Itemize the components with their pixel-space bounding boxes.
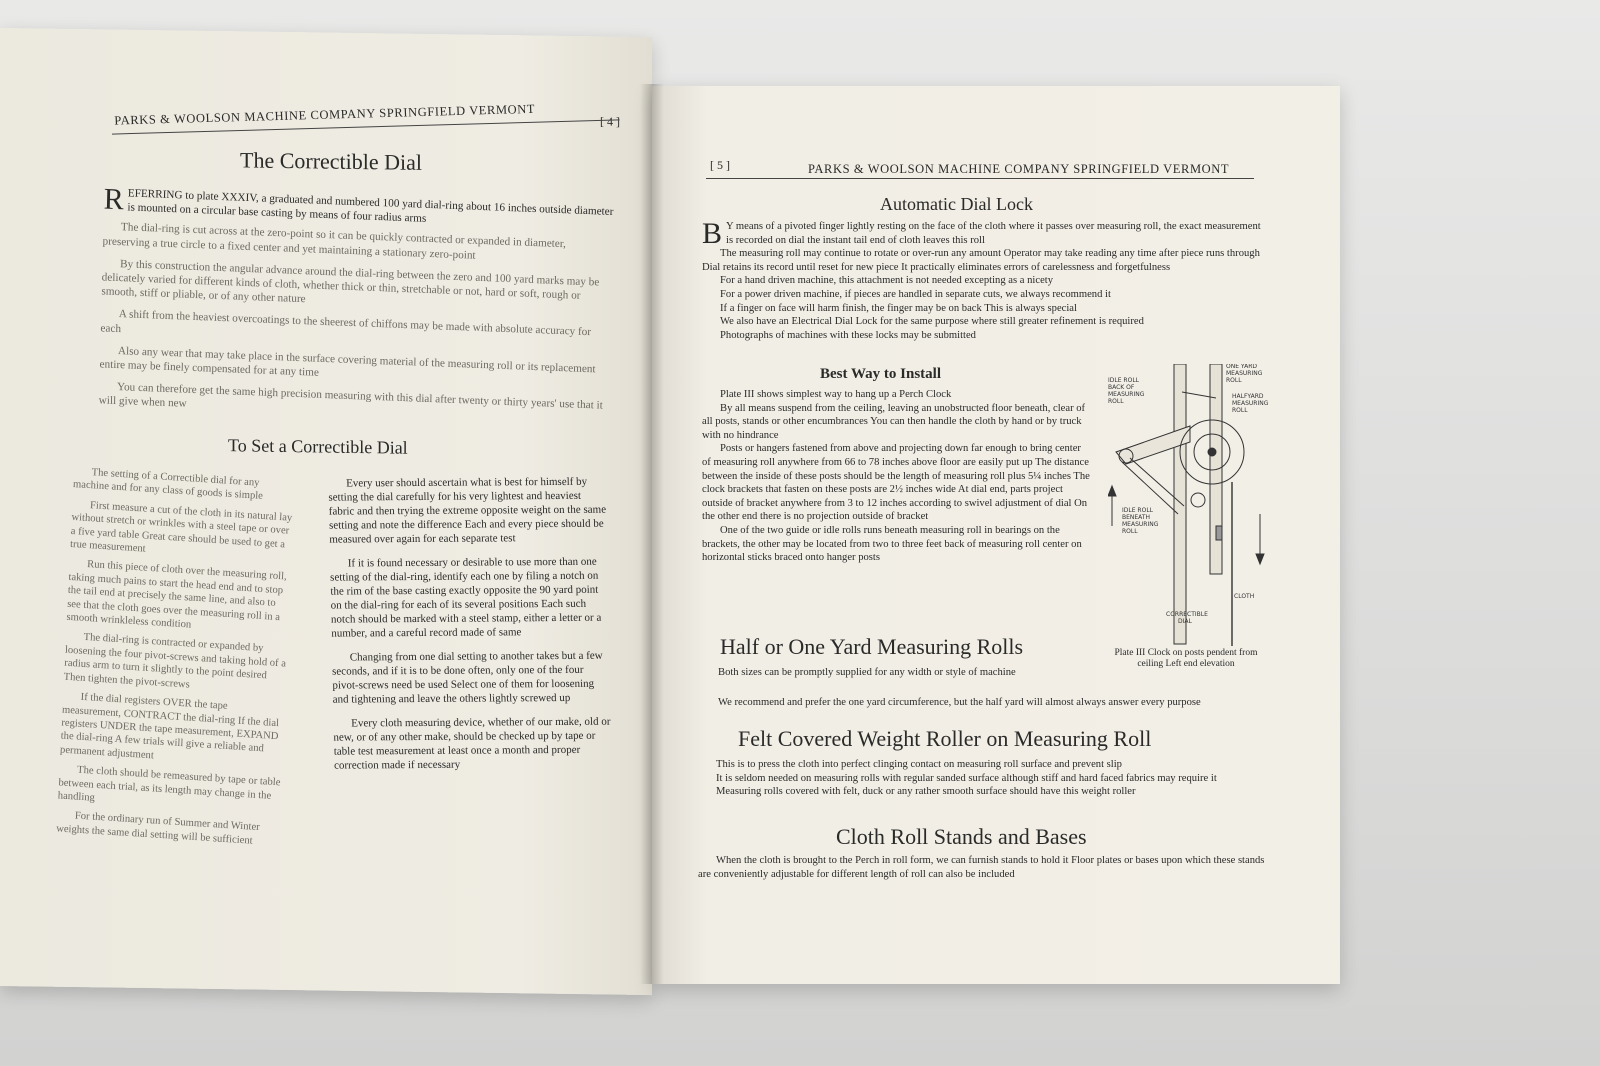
cloth-roll-stands-text: [698, 854, 1276, 881]
dial-lock-paragraph-5: If a finger on face will harm finish, the finger may be on back This is always special: [720, 302, 1077, 314]
book-gutter-shadow: [640, 84, 664, 984]
rolls-paragraph-2: We recommend and prefer the one yard circumference, but the half yard will almost always answer every purpose: [718, 697, 1201, 708]
stands-paragraph-1: When the cloth is brought to the Perch in roll form, we can furnish stands to hold it Floor plates or bases upon which these stands are conveniently adjustable for different length of roll can also be included: [698, 855, 1265, 880]
col2-paragraph-3: Changing from one dial setting to another takes but a few seconds, and if it is to be done often, only one of the four pivot-screws need be used Select one of them for loosening and tightening and leave the others lightly screwed up: [331, 649, 603, 706]
col1-paragraph-2: First measure a cut of the cloth in its natural lay without stretch or wrinkles with a steel tape or over a five yard table Great care should be used to get a true measurement: [69, 499, 293, 555]
automatic-dial-lock-text: [702, 217, 1262, 342]
intro-paragraph-3: By this construction the angular advance around the dial-ring between the zero and 100 yard marks may be delicately varied for different kinds of cloth, whether thick or thin, stretchable or not, hard or soft, rough or smooth, stiff or pliable, or of any other nature: [101, 257, 600, 306]
cloth-roll-stands-title: Cloth Roll Stands and Bases: [836, 824, 1087, 849]
half-one-yard-title: Half or One Yard Measuring Rolls: [720, 634, 1024, 659]
best-way-paragraph-4: One of the two guide or idle rolls runs beneath measuring roll in bearings on the brackets, the other may be located from two to three feet back of measuring roll center on horizontal sticks braced onto hanger posts: [702, 524, 1082, 564]
best-way-paragraph-3: Posts or hangers fastened from above and projecting down far enough to bring center of measuring roll anywhere from 66 to 78 inches above floor are easily put up The distance between the inside of these posts should be the length of measuring roll plus 5¼ inches The clock brackets that fasten on these posts are 2½ inches wide At dial end, parts project outside of bracket anywhere from 3 to 12 inches according to swivel adjustment of dial On the other end there is no projection outside of bracket: [702, 443, 1090, 523]
right-running-header: PARKS & WOOLSON MACHINE COMPANY SPRINGFIELD VERMONT: [808, 162, 1230, 176]
col1-paragraph-3: Run this piece of cloth over the measuring roll, taking much pains to start the head end and to stop the tail end at precisely the same line, and also to see that the cloth goes over the measuring roll in a smooth wrinkleless condition: [66, 559, 287, 631]
intro-paragraph-5: Also any wear that may take place in the surface covering material of the measuring roll or its replacement entire may be finely compensated for at any time: [99, 344, 596, 379]
dial-lock-paragraph-6: We also have an Electrical Dial Lock for the same purpose where still greater refinement is required: [720, 316, 1144, 328]
plate-iii-caption: Plate III Clock on posts pendent from ceiling Left end elevation: [1114, 648, 1258, 669]
label-cloth: CLOTH: [1234, 593, 1255, 600]
right-header-rule: [706, 178, 1254, 179]
left-running-header: PARKS & WOOLSON MACHINE COMPANY SPRINGFIELD VERMONT: [114, 101, 536, 128]
col2-paragraph-1: Every user should ascertain what is best for himself by setting the dial carefully for his very lightest and heaviest fabric and then trying the extreme opposite weight on the same setting and note the difference Each and every piece should be measured over again for each separate test: [328, 475, 607, 546]
felt-paragraph-2: It is seldom needed on measuring rolls with regular sanded surface although stiff and hard faced fabrics may require it: [716, 772, 1217, 784]
correctible-dial-icon: [1216, 526, 1222, 540]
drop-cap-r: R: [103, 182, 125, 217]
plate-iii-diagram: [1108, 364, 1268, 646]
hanger-post-rear: [1210, 364, 1222, 574]
label-one-yard: ONE YARD MEASURING ROLL: [1226, 364, 1263, 384]
left-subtitle: To Set a Correctible Dial: [228, 435, 408, 458]
rolls-paragraph-1: Both sizes can be promptly supplied for any width or style of machine: [718, 667, 1016, 678]
col2-paragraph-2: If it is found necessary or desirable to use more than one setting of the dial-ring, identify each one by filing a notch on the rim of the base casting exactly opposite the 90 yard point on the dial-ring for each of its several positions Each such notch should be marked with a steel stamp, either a letter or a number, and a careful record made of same: [329, 555, 602, 640]
half-one-yard-text: [700, 666, 1090, 680]
best-way-paragraph-1: Plate III shows simplest way to hang up a Perch Clock: [720, 389, 952, 400]
up-arrow-head-icon: [1108, 486, 1116, 496]
idle-roll-beneath-icon: [1191, 493, 1205, 507]
left-column-2: [328, 475, 612, 773]
label-idle-beneath: IDLE ROLL BENEATH MEASURING ROLL: [1122, 507, 1159, 535]
dial-lock-paragraph-3: For a hand driven machine, this attachment is not needed excepting as a nicety: [720, 275, 1054, 287]
best-way-title: Best Way to Install: [820, 366, 941, 382]
left-column-1: [56, 465, 298, 850]
intro-paragraph-2: The dial-ring is cut across at the zero-point so it can be quickly contracted or expanded in diameter, preserving a true circle to a fixed center and yet maintaining a stationary zero-point: [102, 221, 567, 262]
dial-lock-paragraph-2: The measuring roll may continue to rotate or over-run any amount Operator may take reading any time after piece runs through Dial retains its record until reset for new piece It practically eliminates errors of carelessness and forgetfulness: [702, 248, 1260, 273]
dial-lock-paragraph-1: Y means of a pivoted finger lightly resting on the face of the cloth where it passes over measuring roll, the exact measurement is recorded on dial the instant tail end of cloth leaves this roll: [726, 221, 1261, 246]
left-title: The Correctible Dial: [240, 147, 423, 175]
left-page: [0, 28, 652, 995]
felt-roller-text: [698, 758, 1276, 799]
intro-paragraph-4: A shift from the heaviest overcoatings to the sheerest of chiffons may be made with absolute accuracy for each: [100, 308, 592, 339]
felt-roller-title: Felt Covered Weight Roller on Measuring Roll: [738, 726, 1152, 751]
automatic-dial-lock-title: Automatic Dial Lock: [880, 194, 1033, 214]
dial-lock-paragraph-7: Photographs of machines with these locks may be submitted: [720, 329, 976, 341]
felt-paragraph-3: Measuring rolls covered with felt, duck or any rather smooth surface should have this weight roller: [716, 786, 1136, 798]
best-way-paragraph-2: By all means suspend from the ceiling, leaving an unobstructed floor beneath, clear of all posts, stands or other encumbrances You can then handle the cloth by hand or by truck with no hindrance: [702, 402, 1086, 441]
col1-paragraph-6: The cloth should be remeasured by tape or table between each trial, as its length may change in the handling: [57, 764, 281, 804]
right-page-number: [ 5 ]: [710, 158, 730, 172]
felt-paragraph-1: This is to press the cloth into perfect clinging contact on measuring roll surface and prevent slip: [716, 759, 1122, 770]
drop-cap-b: B: [702, 217, 723, 250]
intro-paragraph-6: You can therefore get the same high precision measuring with this dial after twenty or thirty years' use that it will give when new: [98, 381, 603, 412]
left-intro-text: [98, 182, 616, 427]
label-half-yard: HALFYARD MEASURING ROLL: [1232, 393, 1268, 414]
arrow-head-icon: [1256, 554, 1264, 564]
right-page: [652, 86, 1340, 984]
best-way-text: [702, 388, 1090, 565]
hanger-post: [1174, 364, 1186, 644]
roll-center-icon: [1208, 448, 1216, 456]
dial-lock-paragraph-4: For a power driven machine, if pieces are handled in separate cuts, we always recommend it: [720, 288, 1111, 300]
col1-paragraph-1: The setting of a Correctible dial for any machine and for any class of goods is simple: [72, 467, 264, 503]
col1-paragraph-4: The dial-ring is contracted or expanded by loosening the four pivot-screws and taking hold of a radius arm to turn it slightly to the point desired Then tighten the pivot-screws: [63, 632, 287, 691]
label-dial: CORRECTIBLE DIAL: [1166, 611, 1208, 625]
col2-paragraph-4: Every cloth measuring device, whether of our make, old or new, or of any other make, should be checked up by tape or table test measurement at least once a month and proper correction made if necessary: [333, 715, 611, 772]
label-idle-back: IDLE ROLL BACK OF MEASURING ROLL: [1108, 377, 1145, 405]
left-page-number: [ 4 ]: [600, 114, 620, 129]
half-one-yard-text-2: [700, 696, 1272, 710]
intro-paragraph-1: EFERRING to plate XXXIV, a graduated and numbered 100 yard dial-ring about 16 inches outside diameter is mounted on a circular base casting by means of four radius arms: [127, 187, 614, 226]
col1-paragraph-5: If the dial registers OVER the tape measurement, CONTRACT the dial-ring If the dial registers UNDER the tape measurement, EXPAND the dial-ring A few trials will give a reliable and permanent adjustment: [59, 691, 280, 762]
col1-paragraph-7: For the ordinary run of Summer and Winter weights the same dial setting will be sufficient: [55, 810, 260, 847]
